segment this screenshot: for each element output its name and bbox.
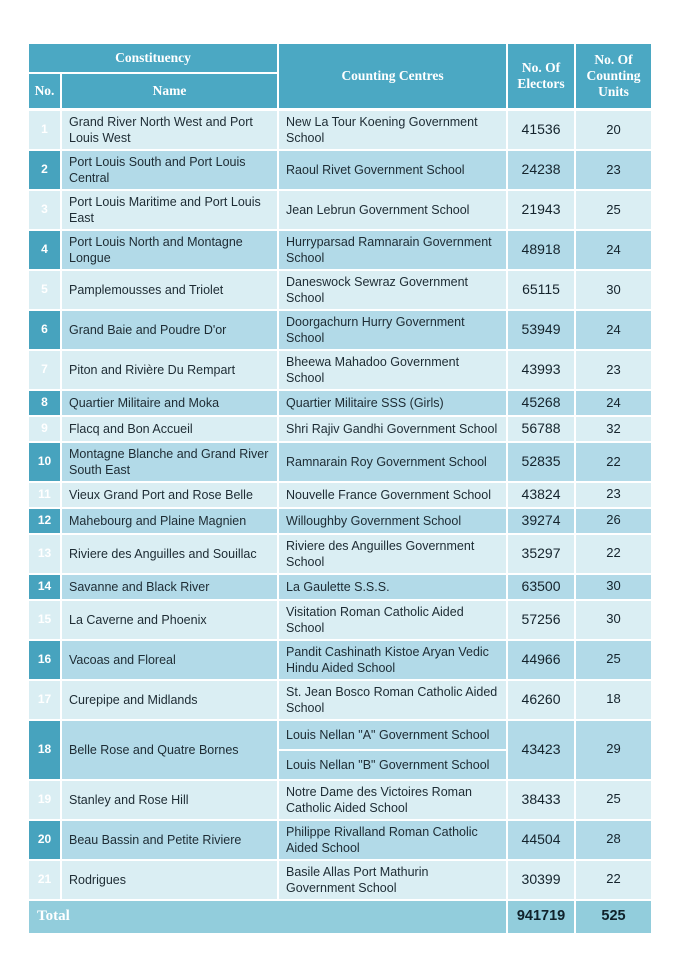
table-row: [28, 230, 652, 270]
table-row: [28, 780, 652, 820]
table-row: [28, 190, 652, 230]
header-counting-centres: Counting Centres: [278, 43, 507, 110]
units-cell: 25: [575, 780, 652, 820]
header-row-top: [28, 43, 652, 73]
electors-cell: 24238: [507, 150, 575, 190]
table-row: [28, 680, 652, 720]
row-number-cell: 13: [28, 534, 61, 574]
table-footer: [28, 900, 652, 934]
electors-cell: 43824: [507, 482, 575, 508]
row-number-cell: 20: [28, 820, 61, 860]
electors-cell: 38433: [507, 780, 575, 820]
counting-centre-cell: Notre Dame des Victoires Roman Catholic Aided School: [278, 780, 507, 820]
electors-cell: 43993: [507, 350, 575, 390]
table-row: [28, 600, 652, 640]
constituency-name-cell: Savanne and Black River: [61, 574, 278, 600]
table-row: [28, 820, 652, 860]
constituency-name-cell: Curepipe and Midlands: [61, 680, 278, 720]
constituency-name-cell: Rodrigues: [61, 860, 278, 900]
constituency-name-cell: Grand River North West and Port Louis West: [61, 110, 278, 151]
electors-cell: 56788: [507, 416, 575, 442]
constituency-name-cell: Pamplemousses and Triolet: [61, 270, 278, 310]
units-cell: 30: [575, 270, 652, 310]
constituency-name-cell: Port Louis South and Port Louis Central: [61, 150, 278, 190]
row-number-cell: 19: [28, 780, 61, 820]
constituency-name-cell: Mahebourg and Plaine Magnien: [61, 508, 278, 534]
counting-centre-cell: St. Jean Bosco Roman Catholic Aided School: [278, 680, 507, 720]
counting-centre-sub-cell: Louis Nellan "A" Government School: [286, 727, 490, 742]
units-cell: 22: [575, 860, 652, 900]
units-cell: 18: [575, 680, 652, 720]
units-cell: 25: [575, 190, 652, 230]
counting-centre-cell: Daneswock Sewraz Government School: [278, 270, 507, 310]
units-cell: 25: [575, 640, 652, 680]
electors-cell: 48918: [507, 230, 575, 270]
electors-cell: 45268: [507, 390, 575, 416]
constituency-name-cell: Stanley and Rose Hill: [61, 780, 278, 820]
counting-centre-cell: Quartier Militaire SSS (Girls): [278, 390, 507, 416]
units-cell: 20: [575, 110, 652, 151]
electors-cell: 63500: [507, 574, 575, 600]
row-number-cell: 10: [28, 442, 61, 482]
counting-centre-cell: La Gaulette S.S.S.: [278, 574, 507, 600]
electors-cell: 21943: [507, 190, 575, 230]
row-number-cell: 8: [28, 390, 61, 416]
counting-centre-cell: Hurryparsad Ramnarain Government School: [278, 230, 507, 270]
total-units: 525: [575, 900, 652, 934]
units-cell: 32: [575, 416, 652, 442]
electors-cell: 44504: [507, 820, 575, 860]
electors-cell: 39274: [507, 508, 575, 534]
electors-cell: 46260: [507, 680, 575, 720]
row-number-cell: 16: [28, 640, 61, 680]
counting-centre-cell: Willoughby Government School: [278, 508, 507, 534]
counting-centre-cell: Raoul Rivet Government School: [278, 150, 507, 190]
row-number-cell: 7: [28, 350, 61, 390]
counting-centre-cell: New La Tour Koening Government School: [278, 110, 507, 151]
table-body: [28, 110, 652, 900]
counting-centre-cell: Doorgachurn Hurry Government School: [278, 310, 507, 350]
table-header: [28, 43, 652, 110]
constituency-name-cell: Piton and Rivière Du Rempart: [61, 350, 278, 390]
units-cell: 28: [575, 820, 652, 860]
row-number-cell: 14: [28, 574, 61, 600]
units-cell: 22: [575, 534, 652, 574]
electors-cell: 35297: [507, 534, 575, 574]
constituency-name-cell: Beau Bassin and Petite Riviere: [61, 820, 278, 860]
units-cell: 24: [575, 230, 652, 270]
constituency-name-cell: Port Louis North and Montagne Longue: [61, 230, 278, 270]
table-row: [28, 390, 652, 416]
electors-cell: 44966: [507, 640, 575, 680]
units-cell: 23: [575, 150, 652, 190]
row-number-cell: 5: [28, 270, 61, 310]
table-row: [28, 640, 652, 680]
counting-centre-cell: Philippe Rivalland Roman Catholic Aided School: [278, 820, 507, 860]
table-row: [28, 416, 652, 442]
total-electors: 941719: [507, 900, 575, 934]
units-cell: 30: [575, 574, 652, 600]
table-row: [28, 350, 652, 390]
header-constituency: Constituency: [28, 43, 278, 73]
row-number-cell: 1: [28, 110, 61, 151]
counting-centres-table: [27, 42, 653, 935]
row-number-cell: 12: [28, 508, 61, 534]
row-number-cell: 18: [28, 720, 61, 780]
electors-cell: 57256: [507, 600, 575, 640]
row-number-cell: 11: [28, 482, 61, 508]
table-row: [28, 482, 652, 508]
electors-cell: 52835: [507, 442, 575, 482]
constituency-name-cell: Belle Rose and Quatre Bornes: [61, 720, 278, 780]
table-row: [28, 534, 652, 574]
header-name: Name: [61, 73, 278, 110]
header-counting-units: No. Of Counting Units: [575, 43, 652, 110]
table-row: [28, 720, 652, 780]
electors-cell: 41536: [507, 110, 575, 151]
units-cell: 30: [575, 600, 652, 640]
page: [0, 42, 679, 960]
electors-cell: 53949: [507, 310, 575, 350]
electors-cell: 65115: [507, 270, 575, 310]
row-number-cell: 2: [28, 150, 61, 190]
constituency-name-cell: Vieux Grand Port and Rose Belle: [61, 482, 278, 508]
header-electors: No. Of Electors: [507, 43, 575, 110]
table-row: [28, 860, 652, 900]
row-number-cell: 21: [28, 860, 61, 900]
units-cell: 29: [575, 720, 652, 780]
table-row: [28, 150, 652, 190]
total-row: [28, 900, 652, 934]
constituency-name-cell: La Caverne and Phoenix: [61, 600, 278, 640]
constituency-name-cell: Vacoas and Floreal: [61, 640, 278, 680]
table-row: [28, 442, 652, 482]
counting-centre-cell: Shri Rajiv Gandhi Government School: [278, 416, 507, 442]
row-number-cell: 3: [28, 190, 61, 230]
constituency-name-cell: Montagne Blanche and Grand River South East: [61, 442, 278, 482]
units-cell: 23: [575, 350, 652, 390]
header-no: No.: [28, 73, 61, 110]
units-cell: 24: [575, 310, 652, 350]
table-row: [28, 508, 652, 534]
constituency-name-cell: Flacq and Bon Accueil: [61, 416, 278, 442]
counting-centre-cell: Pandit Cashinath Kistoe Aryan Vedic Hindu Aided School: [278, 640, 507, 680]
constituency-name-cell: Port Louis Maritime and Port Louis East: [61, 190, 278, 230]
constituency-name-cell: Quartier Militaire and Moka: [61, 390, 278, 416]
constituency-name-cell: Riviere des Anguilles and Souillac: [61, 534, 278, 574]
units-cell: 26: [575, 508, 652, 534]
counting-centre-sub-cell: Louis Nellan "B" Government School: [279, 749, 506, 779]
counting-centre-cell: Jean Lebrun Government School: [278, 190, 507, 230]
row-number-cell: 4: [28, 230, 61, 270]
units-cell: 23: [575, 482, 652, 508]
table-row: [28, 110, 652, 151]
constituency-name-cell: Grand Baie and Poudre D'or: [61, 310, 278, 350]
units-cell: 22: [575, 442, 652, 482]
counting-centre-cell: Basile Allas Port Mathurin Government School: [278, 860, 507, 900]
counting-centre-cell: Visitation Roman Catholic Aided School: [278, 600, 507, 640]
total-label: Total: [28, 900, 507, 934]
counting-centre-cell: [278, 720, 507, 780]
units-cell: 24: [575, 390, 652, 416]
counting-centre-cell: Bheewa Mahadoo Government School: [278, 350, 507, 390]
counting-centre-cell: Riviere des Anguilles Government School: [278, 534, 507, 574]
electors-cell: 30399: [507, 860, 575, 900]
electors-cell: 43423: [507, 720, 575, 780]
counting-centre-cell: Ramnarain Roy Government School: [278, 442, 507, 482]
row-number-cell: 9: [28, 416, 61, 442]
row-number-cell: 17: [28, 680, 61, 720]
table-row: [28, 574, 652, 600]
row-number-cell: 15: [28, 600, 61, 640]
row-number-cell: 6: [28, 310, 61, 350]
counting-centre-cell: Nouvelle France Government School: [278, 482, 507, 508]
table-row: [28, 270, 652, 310]
table-row: [28, 310, 652, 350]
